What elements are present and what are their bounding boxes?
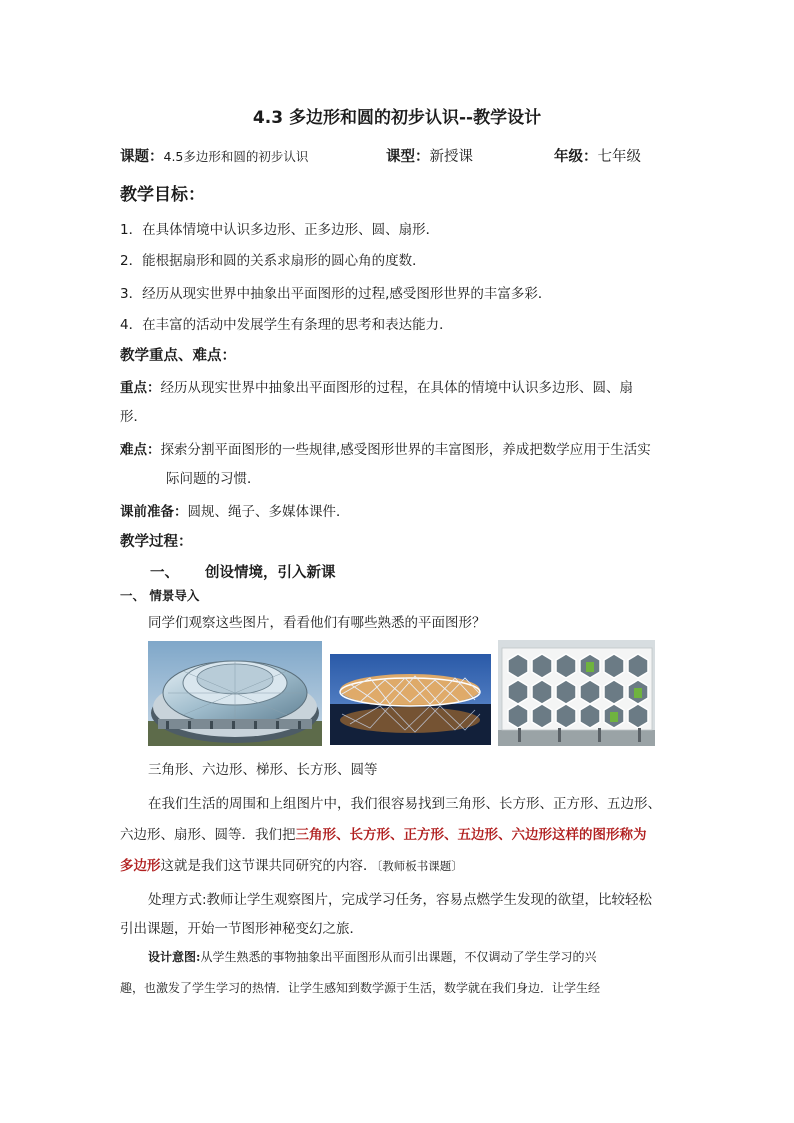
observe-question: 同学们观察这些图片，看看他们有哪些熟悉的平面图形？ bbox=[148, 615, 486, 631]
stadium-dome-illustration bbox=[148, 641, 322, 746]
goal-item: 4．在丰富的活动中发展学生有条理的思考和表达能力． bbox=[120, 317, 453, 333]
goal-item: 2．能根据扇形和圆的关系求扇形的圆心角的度数． bbox=[120, 253, 426, 269]
teacher-note: 〔教师板书课题〕 bbox=[376, 859, 463, 873]
method-line: 处理方式:教师让学生观察图片，完成学习任务，容易点燃学生发现的欲望，比较轻松 bbox=[148, 892, 653, 908]
plain-text: 这就是我们这节课共同研究的内容． bbox=[160, 858, 377, 874]
intent-line: 趣，也激发了学生学习的热情．让学生感知到数学源于生活，数学就在我们身边．让学生经 bbox=[120, 981, 601, 995]
difficulty-text-continued: 际问题的习惯． bbox=[166, 471, 261, 487]
difficulty-line bbox=[120, 438, 651, 458]
focus-label: 重点： bbox=[120, 380, 161, 396]
shapes-list: 三角形、六边形、梯形、长方形、圆等 bbox=[148, 762, 378, 778]
goals-heading: 教学目标： bbox=[120, 185, 205, 205]
section-title: 创设情境，引入新课 bbox=[205, 565, 336, 581]
section-number: 一、 bbox=[150, 565, 179, 581]
plain-text: 六边形、扇形、圆等．我们把 bbox=[120, 827, 296, 843]
focus-line bbox=[120, 376, 633, 396]
grade-label: 年级： bbox=[554, 149, 598, 165]
sub-heading: 一、 情景导入 bbox=[120, 588, 200, 603]
page-title: 4.3 多边形和圆的初步认识--教学设计 bbox=[252, 108, 542, 128]
lesson-type-field bbox=[386, 145, 473, 166]
lesson-type-label: 课型： bbox=[386, 149, 430, 165]
grade-value: 七年级 bbox=[597, 149, 641, 165]
topic-field bbox=[120, 145, 308, 166]
paragraph-line bbox=[120, 823, 647, 843]
focus-text: 经历从现实世界中抽象出平面图形的过程，在具体的情境中认识多边形、圆、扇 bbox=[160, 380, 633, 396]
birds-nest-photo bbox=[330, 654, 491, 745]
prep-line bbox=[120, 500, 350, 520]
topic-value: 4.5多边形和圆的初步认识 bbox=[163, 149, 309, 164]
topic-label: 课题： bbox=[120, 149, 164, 165]
highlighted-term: 多边形 bbox=[120, 858, 161, 874]
highlighted-text: 三角形、长方形、正方形、五边形、六边形这样的图形称为 bbox=[295, 827, 647, 843]
process-heading: 教学过程： bbox=[120, 534, 193, 550]
focus-text-continued: 形． bbox=[120, 409, 147, 425]
goal-item: 3．经历从现实世界中抽象出平面图形的过程,感受图形世界的丰富多彩． bbox=[120, 286, 552, 302]
prep-label: 课前准备： bbox=[120, 504, 188, 520]
prep-text: 圆规、绳子、多媒体课件． bbox=[187, 504, 350, 520]
method-line: 引出课题，开始一节图形神秘变幻之旅． bbox=[120, 921, 363, 937]
intent-text: 从学生熟悉的事物抽象出平面图形从而引出课题，不仅调动了学生学习的兴 bbox=[200, 950, 597, 964]
hexagon-building-illustration bbox=[498, 640, 655, 746]
intent-line bbox=[148, 948, 596, 965]
key-points-heading: 教学重点、难点： bbox=[120, 348, 236, 364]
difficulty-label: 难点： bbox=[120, 442, 161, 458]
lesson-type-value: 新授课 bbox=[429, 149, 473, 165]
paragraph-line: 在我们生活的周围和上组图片中，我们很容易找到三角形、长方形、正方形、五边形、 bbox=[148, 796, 661, 812]
goal-item: 1．在具体情境中认识多边形、正多边形、圆、扇形． bbox=[120, 222, 440, 238]
hexagon-building-photo bbox=[498, 640, 655, 746]
difficulty-text: 探索分割平面图形的一些规律,感受图形世界的丰富图形，养成把数学应用于生活实 bbox=[160, 442, 651, 458]
section-heading bbox=[150, 561, 336, 582]
birds-nest-illustration bbox=[330, 654, 491, 745]
intent-label: 设计意图: bbox=[148, 950, 201, 964]
stadium-dome-photo bbox=[148, 641, 322, 746]
paragraph-line bbox=[120, 854, 463, 874]
grade-field bbox=[554, 145, 641, 166]
